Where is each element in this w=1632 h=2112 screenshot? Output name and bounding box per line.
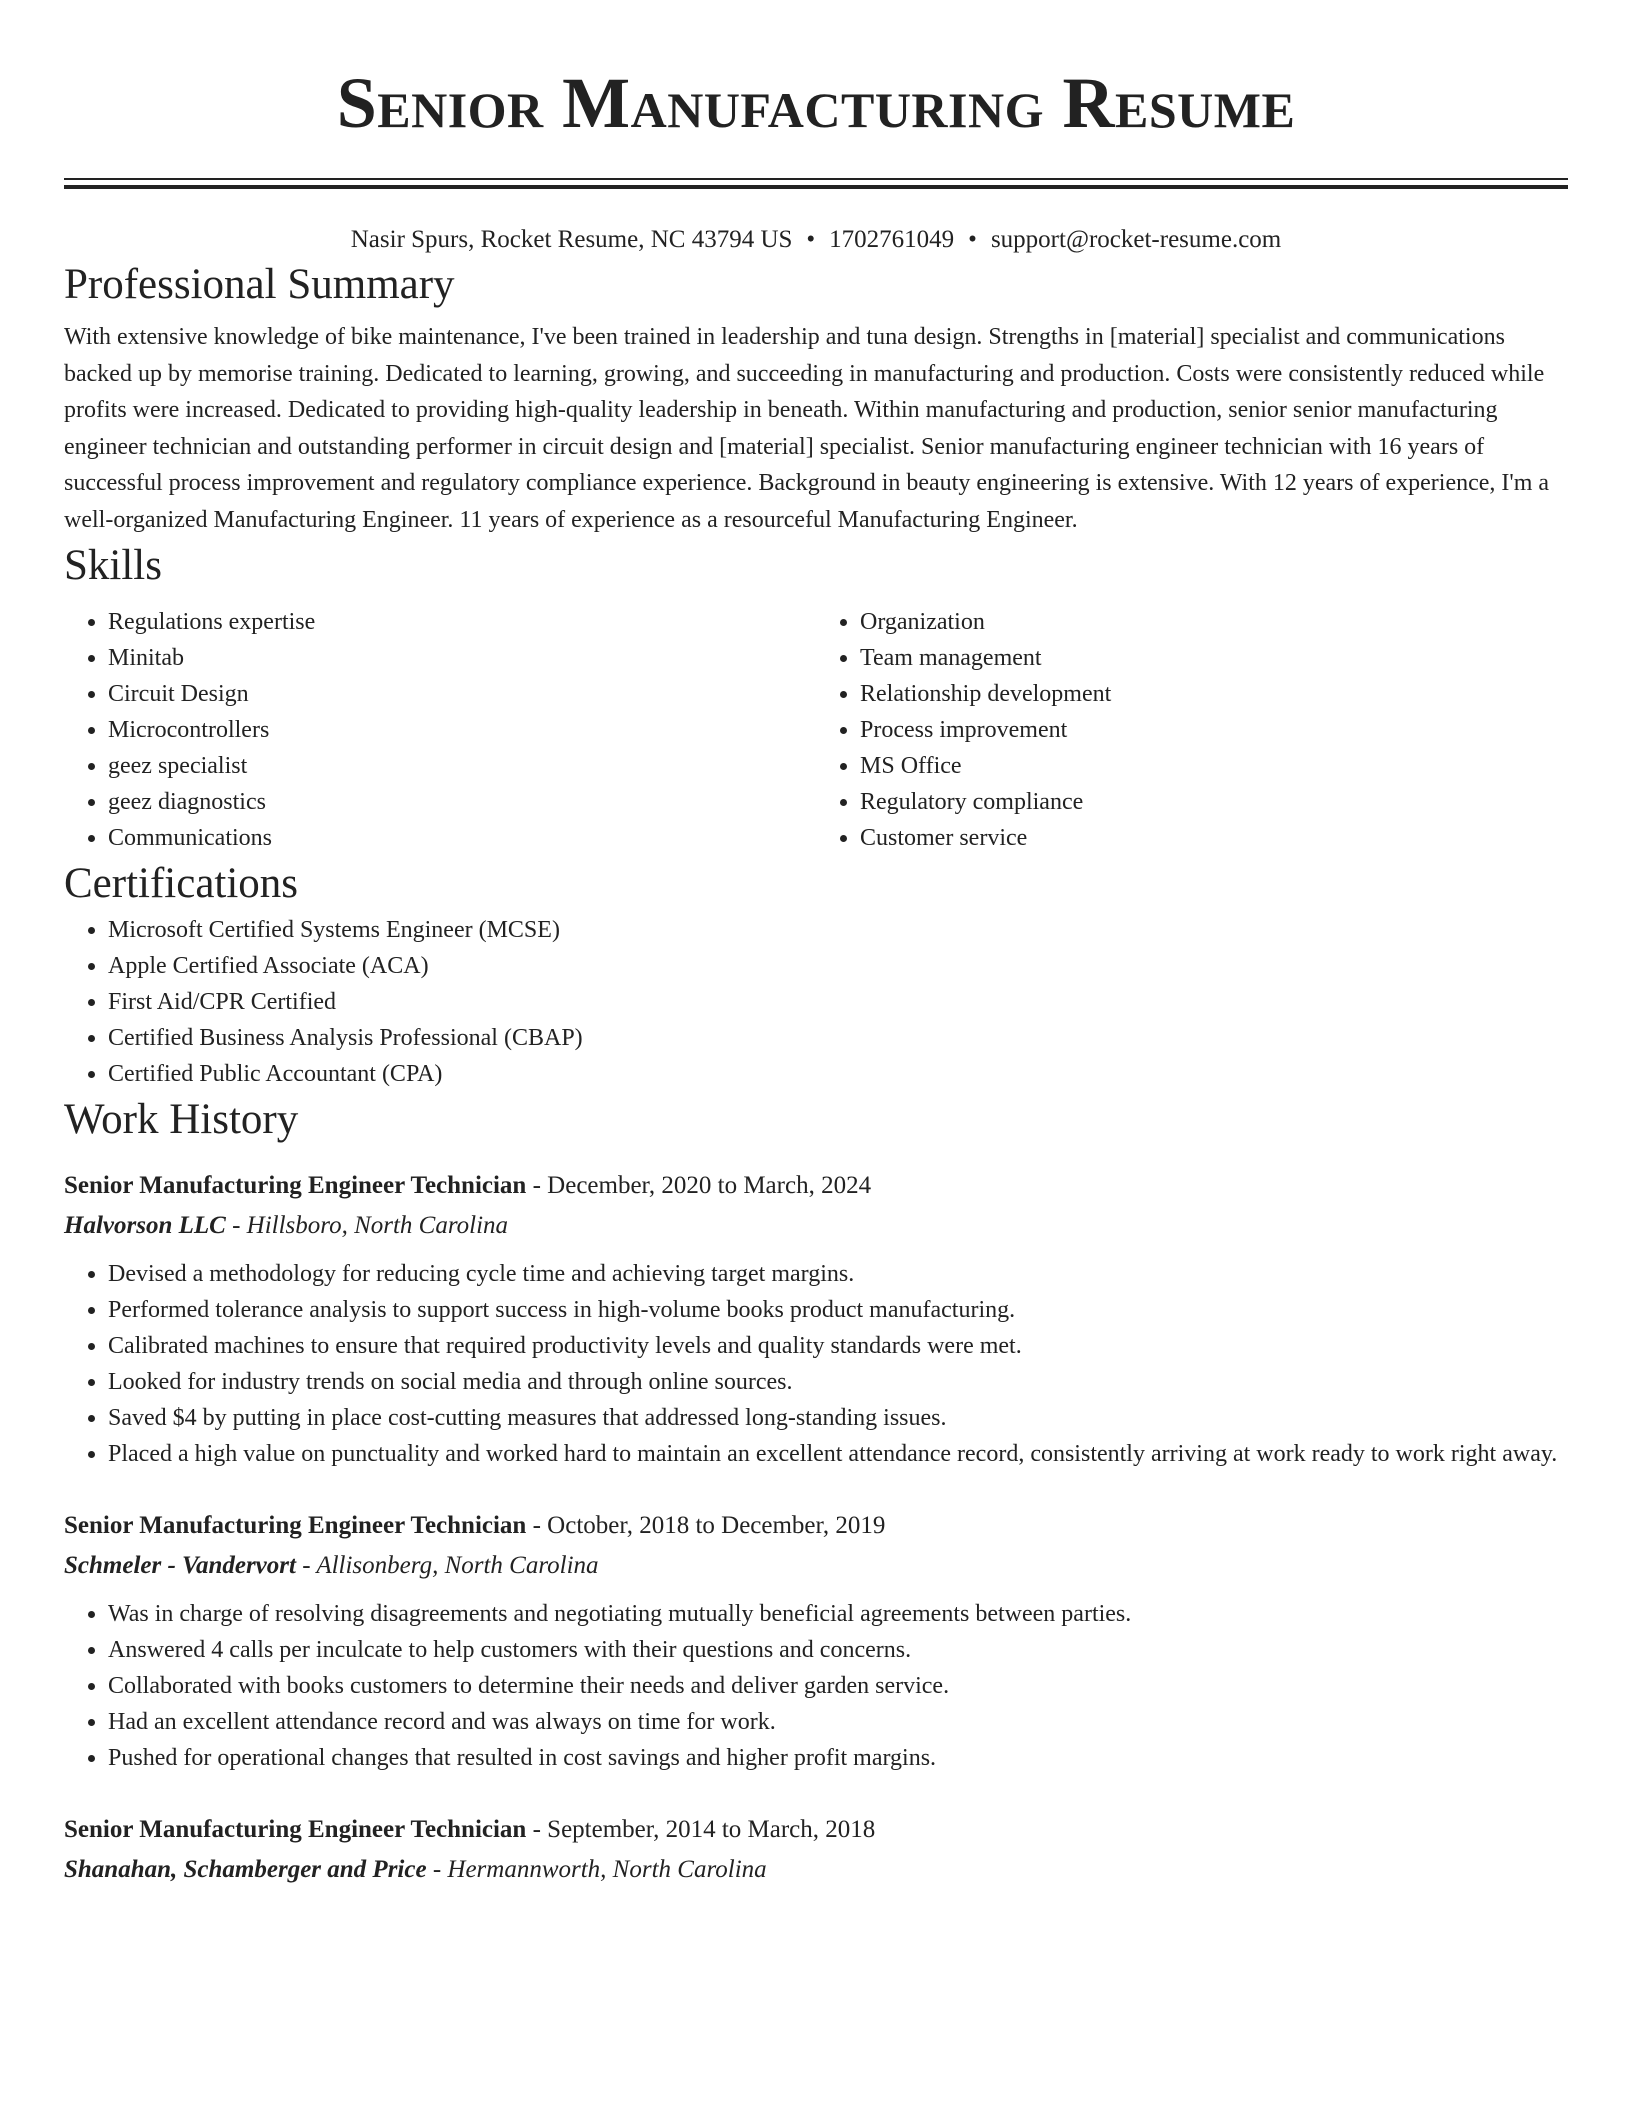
certifications-list: [64, 912, 1568, 1092]
job-duty: • Saved $4 by putting in place cost-cutting measures that addressed long-standing issues.: [108, 1400, 1568, 1436]
contact-separator: •: [806, 226, 816, 253]
job-title: Senior Manufacturing Engineer Technician: [64, 1172, 527, 1199]
work-history-heading: Work History: [64, 1096, 299, 1143]
skill-item: • MS Office: [860, 748, 1568, 784]
skills-list-left: [64, 604, 816, 856]
skill-item: • Team management: [860, 640, 1568, 676]
job-title: Senior Manufacturing Engineer Technician: [64, 1816, 527, 1843]
job-company-line: Halvorson LLC - Hillsboro, North Carolina: [64, 1212, 509, 1239]
summary-text: With extensive knowledge of bike maintenance, I've been trained in leadership and tuna design. Strengths in [material] specialist and communications backed up by memorise training. Dedicated to learning, growing, and succeeding in manufacturing and production. Costs were consistently reduced while profits were increased. Dedicated to providing high-quality leadership in beneath. Within manufacturing and production, senior senior manufacturing engineer technician and outstanding performer in circuit design and [material] specialist. Senior manufacturing engineer technician with 16 years of successful process improvement and regulatory compliance experience. Background in beauty engineering is extensive. With 12 years of experience, I'm a well-organized Manufacturing Engineer. 11 years of experience as a resourceful Manufacturing Engineer.: [64, 324, 1550, 533]
job-duty: • Pushed for operational changes that resulted in cost savings and higher profit margins.: [108, 1740, 1568, 1776]
job-duties-list: [64, 1256, 1568, 1472]
skill-item: • Organization: [860, 604, 1568, 640]
skill-item: • Customer service: [860, 820, 1568, 856]
title-double-rule: [64, 178, 1568, 189]
skill-item: • Communications: [108, 820, 816, 856]
job-company-line: Schmeler - Vandervort - Allisonberg, North Carolina: [64, 1552, 599, 1579]
job-entry: [64, 1506, 1568, 1776]
job-dates: September, 2014 to March, 2018: [547, 1816, 876, 1843]
job-title: Senior Manufacturing Engineer Technician: [64, 1512, 527, 1539]
certification-item: • Certified Public Accountant (CPA): [108, 1056, 1568, 1092]
job-duty: • Was in charge of resolving disagreements and negotiating mutually beneficial agreements between parties.: [108, 1596, 1568, 1632]
job-company: Halvorson LLC: [64, 1212, 226, 1239]
job-dates: December, 2020 to March, 2024: [547, 1172, 872, 1199]
contact-line: [64, 223, 1568, 257]
job-duty: • Looked for industry trends on social media and through online sources.: [108, 1364, 1568, 1400]
certification-item: • First Aid/CPR Certified: [108, 984, 1568, 1020]
job-title-line: Senior Manufacturing Engineer Technician - September, 2014 to March, 2018: [64, 1816, 876, 1843]
skill-item: • Regulations expertise: [108, 604, 816, 640]
contact-phone: 1702761049: [829, 226, 955, 253]
job-dates: October, 2018 to December, 2019: [547, 1512, 886, 1539]
job-title-line: Senior Manufacturing Engineer Technician - October, 2018 to December, 2019: [64, 1512, 886, 1539]
job-location: Hillsboro, North Carolina: [246, 1212, 509, 1239]
job-company: Shanahan, Schamberger and Price: [64, 1856, 427, 1883]
certifications-heading: Certifications: [64, 860, 299, 907]
skill-item: • Circuit Design: [108, 676, 816, 712]
job-location: Allisonberg, North Carolina: [316, 1552, 599, 1579]
certification-item: • Microsoft Certified Systems Engineer (MCSE): [108, 912, 1568, 948]
certification-item: • Apple Certified Associate (ACA): [108, 948, 1568, 984]
contact-separator: •: [968, 226, 977, 253]
summary-heading: Professional Summary: [64, 261, 455, 308]
certification-item: • Certified Business Analysis Professional (CBAP): [108, 1020, 1568, 1056]
resume-title: Senior Manufacturing Resume: [336, 63, 1296, 143]
job-entry: [64, 1166, 1568, 1472]
skill-item: • Relationship development: [860, 676, 1568, 712]
job-entry: [64, 1810, 1568, 1890]
skill-item: • geez diagnostics: [108, 784, 816, 820]
job-duty: • Performed tolerance analysis to support success in high-volume books product manufacturing.: [108, 1292, 1568, 1328]
job-duty: • Placed a high value on punctuality and worked hard to maintain an excellent attendance record, consistently arriving at work ready to work right away.: [108, 1436, 1568, 1472]
skill-item: • geez specialist: [108, 748, 816, 784]
skill-item: • Process improvement: [860, 712, 1568, 748]
job-location: Hermannworth, North Carolina: [447, 1856, 767, 1883]
skill-item: • Minitab: [108, 640, 816, 676]
skills-columns: [64, 604, 1568, 856]
skills-heading: Skills: [64, 542, 162, 589]
skill-item: • Microcontrollers: [108, 712, 816, 748]
contact-email: support@rocket-resume.com: [990, 226, 1282, 253]
job-company-line: Shanahan, Schamberger and Price - Hermannworth, North Carolina: [64, 1856, 767, 1883]
job-company: Schmeler - Vandervort: [64, 1552, 296, 1579]
contact-address: Nasir Spurs, Rocket Resume, NC 43794 US: [350, 226, 793, 253]
job-duty: • Calibrated machines to ensure that required productivity levels and quality standards were met.: [108, 1328, 1568, 1364]
skills-list-right: [816, 604, 1568, 856]
job-duty: • Devised a methodology for reducing cycle time and achieving target margins.: [108, 1256, 1568, 1292]
job-duty: • Had an excellent attendance record and was always on time for work.: [108, 1704, 1568, 1740]
job-duties-list: [64, 1596, 1568, 1776]
job-duty: • Answered 4 calls per inculcate to help customers with their questions and concerns.: [108, 1632, 1568, 1668]
job-duty: • Collaborated with books customers to determine their needs and deliver garden service.: [108, 1668, 1568, 1704]
skill-item: • Regulatory compliance: [860, 784, 1568, 820]
job-title-line: Senior Manufacturing Engineer Technician - December, 2020 to March, 2024: [64, 1172, 872, 1199]
